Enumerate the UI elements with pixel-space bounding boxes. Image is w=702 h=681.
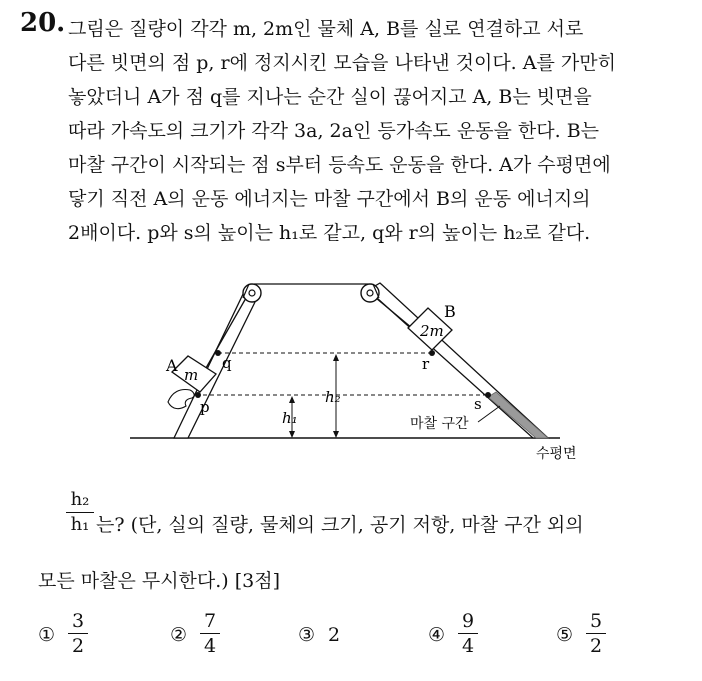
point-s [485,392,491,398]
choice-denominator: 2 [71,635,85,657]
choice-denominator: 4 [461,635,475,657]
choice-numerator: 7 [203,610,217,632]
label-B: B [444,302,456,321]
fraction-bar [200,633,220,634]
fraction-bar [68,633,88,634]
ratio-numerator: h₂ [70,489,90,510]
label-r: r [422,355,430,373]
choice-numerator: 5 [589,610,603,632]
label-q: q [222,354,232,372]
fraction-bar [586,633,606,634]
question-line: 2배이다. p와 s의 높이는 h₁로 같고, q와 r의 높이는 h₂로 같다. [68,222,591,244]
choice-numerator: 9 [461,610,475,632]
fraction-bar [458,633,478,634]
pulley-left [243,284,261,302]
question-line: 놓았더니 A가 점 q를 지나는 순간 실이 끊어지고 A, B는 빗면을 [68,86,592,108]
prompt-line-2: 모든 마찰은 무시한다.) [3점] [38,570,281,592]
choice-fraction [68,610,88,657]
label-ground: 수평면 [536,446,577,462]
choice-value: 2 [328,624,341,646]
ratio-denominator: h₁ [70,514,90,535]
choice-denominator: 4 [203,635,217,657]
choice-fraction [200,610,220,657]
label-mass-B: 2m [420,322,444,340]
label-s: s [474,395,482,413]
point-r [429,350,435,356]
label-A: A [166,356,178,375]
choice-numerator: 3 [71,610,85,632]
point-q [215,350,221,356]
question-number: 20. [20,8,66,38]
label-h2: h₂ [325,388,341,406]
label-h1: h₁ [282,409,298,427]
ratio-fraction [66,490,94,535]
choice-denominator: 2 [589,635,603,657]
prompt-line-1: 는? (단, 실의 질량, 물체의 크기, 공기 저항, 마찰 구간 외의 [96,514,584,536]
pulley-right [361,284,379,302]
label-p: p [200,398,210,416]
choice-marker: ② [170,624,188,646]
friction-section [488,392,548,438]
choice-fraction [458,610,478,657]
label-friction: 마찰 구간 [410,416,469,432]
question-line: 마찰 구간이 시작되는 점 s부터 등속도 운동을 한다. A가 수평면에 [68,154,611,176]
question-line: 다른 빗면의 점 p, r에 정지시킨 모습을 나타낸 것이다. A를 가만히 [68,52,616,74]
question-line: 따라 가속도의 크기가 각각 3a, 2a인 등가속도 운동을 한다. B는 [68,120,600,142]
choice-marker: ③ [298,624,316,646]
question-line: 닿기 직전 A의 운동 에너지는 마찰 구간에서 B의 운동 에너지의 [68,188,591,210]
fraction-bar [66,512,94,513]
choice-marker: ① [38,624,56,646]
choice-marker: ⑤ [556,624,574,646]
question-line: 그림은 질량이 각각 m, 2m인 물체 A, B를 실로 연결하고 서로 [68,18,584,40]
choice-fraction [586,610,606,657]
choice-marker: ④ [428,624,446,646]
label-mass-A: m [184,366,199,384]
